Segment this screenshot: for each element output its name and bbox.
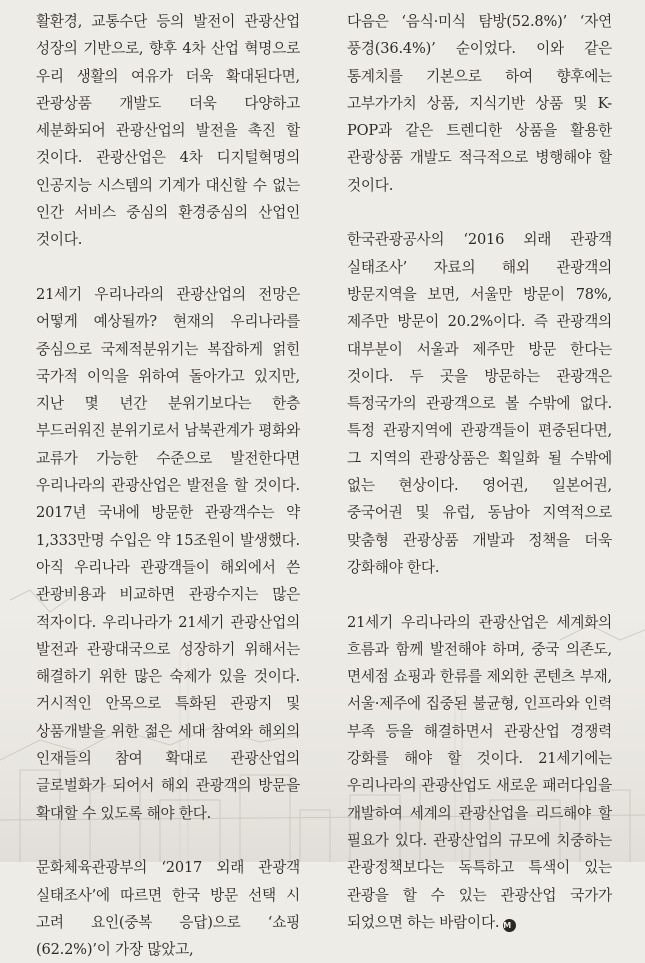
body-paragraph: 활환경, 교통수단 등의 발전이 관광산업 성장의 기반으로, 향후 4차 산업 혁명으로 우리 생활의 여유가 더욱 확대된다면, 관광상품 개발도 더욱 다양하고 세분화되어 관광산업의 발전을 촉진 할 것이다. 관광산업은 4차 디지털혁명의 인공지능 시스템의 기계가 대신할 수 없는 인간 서비스 중심의 환경중심의 산업인 것이다. [36,13,300,249]
final-paragraph-text: 21세기 우리나라의 관광산업은 세계화의 흐름과 함께 발전해야 하며, 중국 의존도, 면세점 쇼핑과 한류를 제외한 콘텐츠 부재, 서울·제주에 집중된 불균형, 인프라와 인력 부족 등을 해결하면서 관광산업 경쟁력 강화를 해야 할 것이다. 21세기에는 우리나라의 관광산업도 새로운 패러다임을 개발하여 세계의 관광산업을 리드해야 할 필요가 있다. 관광산업의 규모에 치중하는 관광정책보다는 독특하고 특색이 있는 관광을 할 수 있는 관광산업 국가가 되었으면 하는 바람이다. [347,613,612,931]
body-paragraph: 21세기 우리나라의 관광산업의 전망은 어떻게 예상될까? 현재의 우리나라를 중심으로 국제적분위기는 복잡하게 얽힌 국가적 이익을 위하여 돌아가고 있지만, 지난 몇 년간 분위기보다는 한층 부드러워진 분위기로서 남북관계가 평화와 교류가 가능한 수준으로 발전한다면 우리나라의 관광산업은 발전을 할 것이다. 2017년 국내에 방문한 관광객수는 약 1,333만명 수입은 약 15조원이 발생했다. 아직 우리나라 관광객들이 해외에서 쓴 관광비용과 비교하면 관광수지는 많은 적자이다. 우리나라가 21세기 관광산업의 발전과 관광대국으로 성장하기 위해서는 해결하기 위한 많은 숙제가 있을 것이다. 거시적인 안목으로 특화된 관광지 및 상품개발을 위한 젊은 세대 참여와 해외의 인재들의 참여 확대로 관광산업의 글로벌화가 되어서 해외 관광객의 방문을 확대할 수 있도록 해야 한다. [36,285,300,822]
body-paragraph: 한국관광공사의 ‘2016 외래 관광객 실태조사’ 자료의 해외 관광객의 방문지역을 보면, 서울만 방문이 78%, 제주만 방문이 20.2%이다. 즉 관광객의 대부분이 서울과 제주만 방문 한다는 것이다. 두 곳을 방문하는 관광객은 특정국가의 관광객으로 볼 수밖에 없다. 특정 관광지역에 관광객들이 편중된다면, 그 지역의 관광상품은 획일화 될 수밖에 없는 현상이다. 영어권, 일본어권, 중국어권 및 유럽, 동남아 지역적으로 맞춤형 관광상품 개발과 정책을 더욱 강화해야 한다. [347,231,612,576]
body-paragraph: 문화체육관광부의 ‘2017 외래 관광객 실태조사’에 따르면 한국 방문 선택 시 고려 요인(중복 응답)으로 ‘쇼핑(62.2%)’이 가장 많았고, [36,859,300,959]
right-column [347,8,612,936]
body-paragraph: 다음은 ‘음식·미식 탐방(52.8%)’ ‘자연 풍경(36.4%)’ 순이었다. 이와 같은 통계치를 기본으로 하여 향후에는 고부가가치 상품, 지식기반 상품 및 K-POP과 같은 트렌디한 상품을 활용한 관광상품 개발도 적극적으로 병행해야 할 것이다. [347,13,612,194]
body-paragraph-final [347,609,612,937]
end-mark-icon: M [503,919,516,932]
left-column [36,8,300,963]
